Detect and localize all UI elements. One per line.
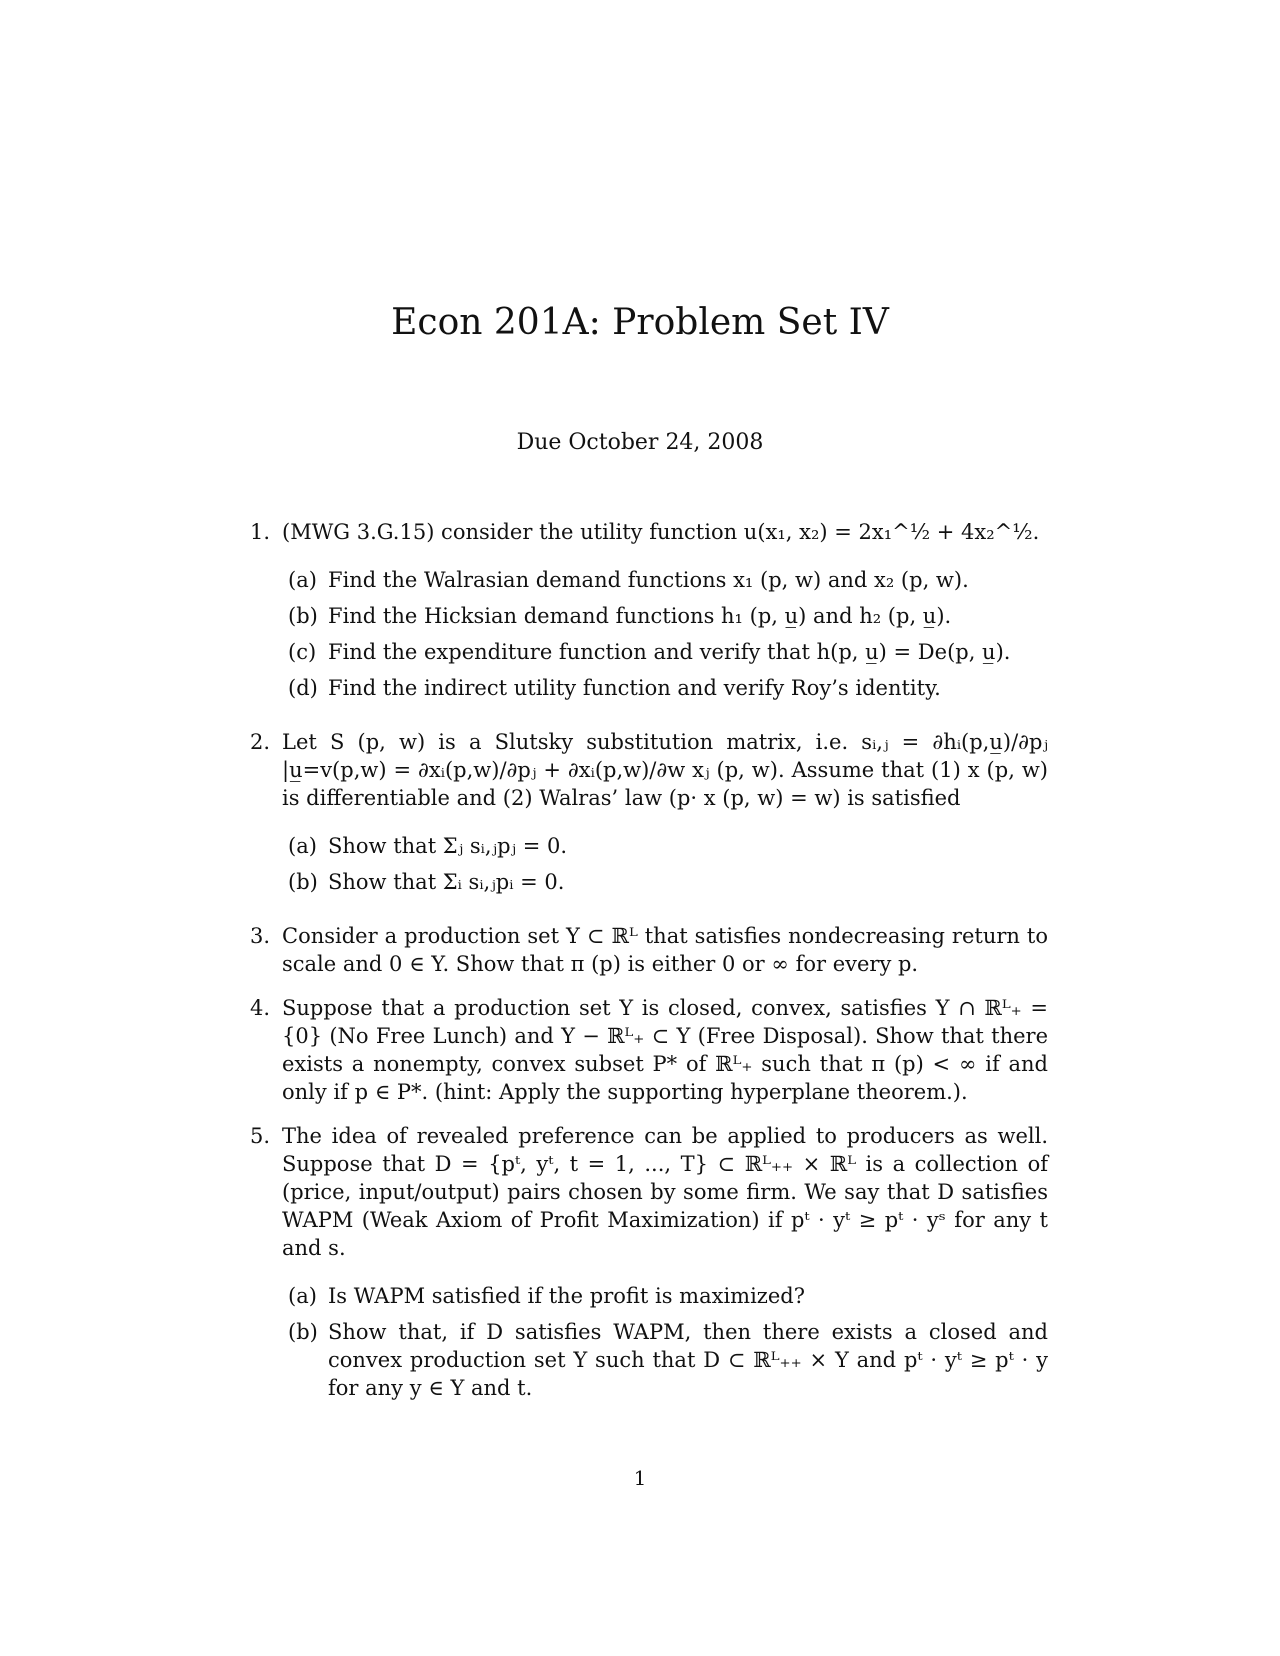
subpart-text: Show that, if D satisfies WAPM, then there exists a closed and convex production set Y such that D ⊂ ℝᴸ₊₊ × Y and pᵗ · yᵗ ≥ pᵗ · y for any y ∈ Y and t. — [328, 1320, 1048, 1400]
problem-5 — [250, 1122, 1048, 1412]
subpart-label: (a) — [288, 568, 317, 592]
problem-text: The idea of revealed preference can be applied to producers as well. Suppose that D = {pᵗ, yᵗ, t = 1, ..., T} ⊂ ℝᴸ₊₊ × ℝᴸ is a collection of (price, input/output) pairs chosen by some firm. We say that D satisfies WAPM (Weak Axiom of Profit Maximization) if pᵗ · yᵗ ≥ pᵗ · yˢ for any t and s. — [282, 1124, 1048, 1260]
subpart-list — [288, 1282, 1048, 1402]
subpart-text: Is WAPM satisfied if the profit is maximized? — [328, 1284, 806, 1308]
subpart-label: (c) — [288, 640, 317, 664]
subpart-label: (b) — [288, 1320, 318, 1344]
subpart — [288, 674, 1048, 702]
subpart-text: Find the indirect utility function and verify Roy’s identity. — [328, 676, 941, 700]
subpart — [288, 566, 1048, 594]
problem-text: Consider a production set Y ⊂ ℝᴸ that satisfies nondecreasing return to scale and 0 ∈ Y. Show that π (p) is either 0 or ∞ for every p. — [282, 924, 1048, 976]
subpart — [288, 1318, 1048, 1402]
subpart — [288, 638, 1048, 666]
problem-number: 4. — [250, 996, 271, 1020]
page-title: Econ 201A: Problem Set IV — [391, 302, 889, 343]
problem-text: Let S (p, w) is a Slutsky substitution matrix, i.e. sᵢ,ⱼ = ∂hᵢ(p,u̲)/∂pⱼ |u̲=v(p,w) = ∂xᵢ(p,w)/∂pⱼ + ∂xᵢ(p,w)/∂w xⱼ (p, w). Assume that (1) x (p, w) is differentiable and (2) Walras’ law (p· x (p, w) = w) is satisfied — [282, 730, 1048, 810]
page-number: 1 — [633, 1466, 647, 1490]
subpart-list — [288, 832, 1048, 896]
subpart-text: Find the expenditure function and verify that h(p, u̲) = De(p, u̲). — [328, 640, 1011, 664]
subpart-text: Show that Σᵢ sᵢ,ⱼpᵢ = 0. — [328, 870, 565, 894]
subpart-text: Find the Walrasian demand functions x₁ (p, w) and x₂ (p, w). — [328, 568, 969, 592]
problem-text: Suppose that a production set Y is closed, convex, satisfies Y ∩ ℝᴸ₊ = {0} (No Free Lunch) and Y − ℝᴸ₊ ⊂ Y (Free Disposal). Show that there exists a nonempty, convex subset P* of ℝᴸ₊ such that π (p) < ∞ if and only if p ∈ P*. (hint: Apply the supporting hyperplane theorem.). — [282, 996, 1048, 1104]
subpart-text: Find the Hicksian demand functions h₁ (p, u̲) and h₂ (p, u̲). — [328, 604, 952, 628]
subpart — [288, 832, 1048, 860]
subpart — [288, 1282, 1048, 1310]
subpart — [288, 868, 1048, 896]
subpart-label: (a) — [288, 834, 317, 858]
subpart-label: (d) — [288, 676, 318, 700]
problem-number: 5. — [250, 1124, 271, 1148]
problem-number: 3. — [250, 924, 271, 948]
due-date: Due October 24, 2008 — [516, 430, 764, 455]
problem-text: (MWG 3.G.15) consider the utility function u(x₁, x₂) = 2x₁^½ + 4x₂^½. — [282, 520, 1040, 544]
subpart — [288, 602, 1048, 630]
problem-number: 1. — [250, 520, 271, 544]
subpart-label: (b) — [288, 604, 318, 628]
problem-4 — [250, 994, 1048, 1106]
subpart-text: Show that Σⱼ sᵢ,ⱼpⱼ = 0. — [328, 834, 568, 858]
problem-number: 2. — [250, 730, 271, 754]
problem-2 — [250, 728, 1048, 906]
problem-1 — [250, 518, 1048, 712]
problem-3 — [250, 922, 1048, 978]
subpart-label: (b) — [288, 870, 318, 894]
problem-list — [250, 518, 1048, 1428]
subpart-label: (a) — [288, 1284, 317, 1308]
subpart-list — [288, 566, 1048, 702]
